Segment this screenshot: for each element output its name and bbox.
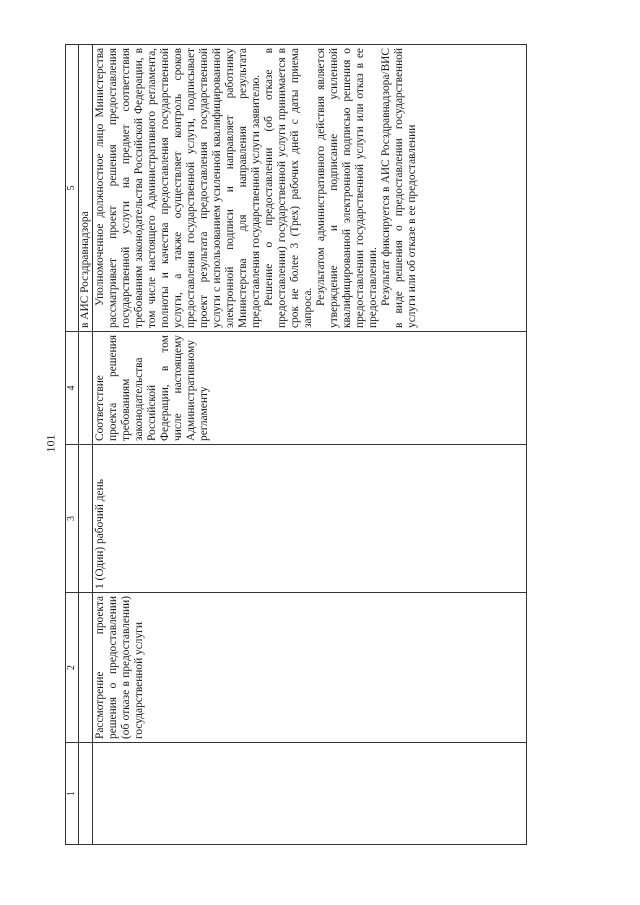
note-empty-1 [79, 743, 93, 845]
header-cell-5: 5 [66, 45, 79, 332]
procedure-table [65, 44, 527, 845]
description-paragraph-1: Уполномоченное должностное лицо Министерства рассматривает проект решения предоставления государственной услуги на предмет соответствия требованиям законодательства Российской Федерации, в том числе настоящего Административного регламента, полноты и качества предоставления государственной услуги, а также осуществляет контроль сроков предоставления государственной услуги, подписывает проект результата предоставления государственной услуги с использованием усиленной квалифицированной электронной подписи и направляет работнику Министерства для направления результата предоставления государственной услуги заявителю. [94, 48, 262, 328]
description-paragraph-2: Решение о предоставлении (об отказе в предоставлении) государственной услуги принимается в срок не более 3 (Трех) рабочих дней с даты приема запроса. [263, 48, 314, 328]
table-header-row [66, 45, 79, 845]
header-cell-4: 4 [66, 332, 79, 445]
description-paragraph-4: Результат фиксируется в АИС Росздравнадзора/ВИС в виде решения о предоставлении государственной услуги или об отказе в ее предоставлении [380, 48, 418, 328]
cell-description [93, 45, 527, 332]
description-paragraph-3: Результатом административного действия является утверждение и подписание усиленной квалифицированной электронной подписью решения о предоставлении государственной услуги или отказ в ее предоставлении. [315, 48, 379, 328]
cell-procedure-name: Рассмотрение проекта решения о предоставлении (об отказе в предоставлении) государственной услуги [93, 593, 527, 743]
page-number: 101 [43, 434, 58, 453]
header-cell-1: 1 [66, 743, 79, 845]
top-note-cell: в АИС Росздравнадзора [79, 45, 93, 332]
note-empty-3 [79, 445, 93, 593]
rotated-table-sheet [65, 45, 527, 845]
cell-duration: 1 (Один) рабочий день [93, 445, 527, 593]
table-note-row [79, 45, 93, 845]
cell-criteria: Соответствие проекта решения требованиям законодательства Российской Федерации, в том числе настоящему Административному регламенту [93, 332, 527, 445]
header-cell-3: 3 [66, 445, 79, 593]
header-cell-2: 2 [66, 593, 79, 743]
table-row [93, 45, 527, 845]
cell-col1 [93, 743, 527, 845]
note-empty-4 [79, 332, 93, 445]
note-empty-2 [79, 593, 93, 743]
